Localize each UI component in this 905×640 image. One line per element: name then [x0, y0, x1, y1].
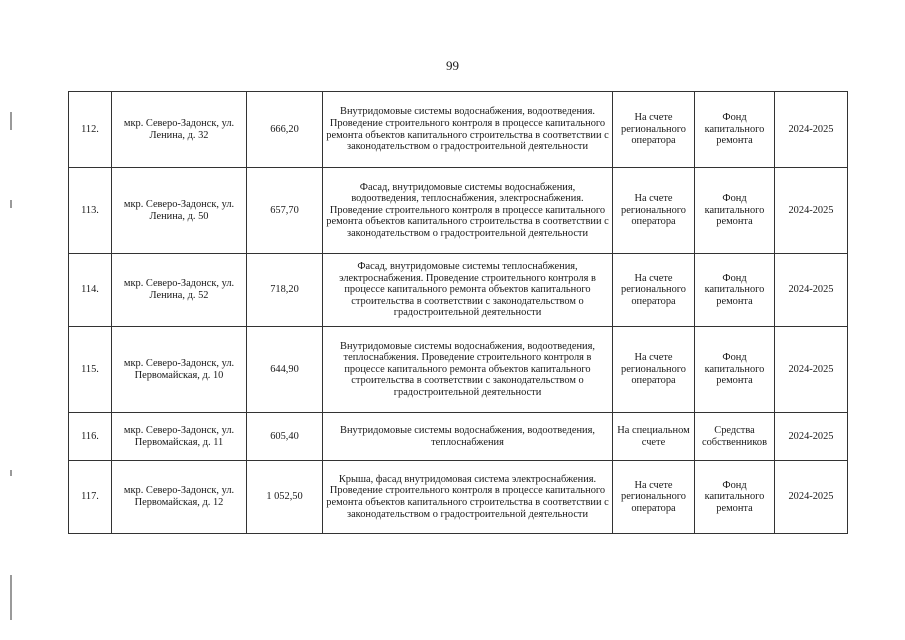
row-number: 114. — [69, 254, 112, 327]
value-cell: 644,90 — [247, 327, 323, 413]
source-cell: Фонд капитального ремонта — [695, 168, 775, 254]
value-cell: 718,20 — [247, 254, 323, 327]
address-cell: мкр. Северо-Задонск, ул. Первомайская, д. 11 — [112, 413, 247, 461]
method-cell: На счете регионального оператора — [613, 254, 695, 327]
source-cell: Фонд капитального ремонта — [695, 254, 775, 327]
table-row — [69, 327, 848, 413]
period-cell: 2024-2025 — [775, 461, 848, 534]
address-cell: мкр. Северо-Задонск, ул. Ленина, д. 50 — [112, 168, 247, 254]
row-number: 116. — [69, 413, 112, 461]
table-row — [69, 168, 848, 254]
left-margin-mark — [10, 200, 12, 208]
table-row — [69, 92, 848, 168]
page-number: 99 — [446, 58, 459, 73]
method-cell: На счете регионального оператора — [613, 168, 695, 254]
repair-schedule-table — [68, 91, 848, 534]
table-row — [69, 461, 848, 534]
method-cell: На счете регионального оператора — [613, 92, 695, 168]
address-cell: мкр. Северо-Задонск, ул. Ленина, д. 52 — [112, 254, 247, 327]
left-margin-mark — [10, 575, 12, 620]
address-cell: мкр. Северо-Задонск, ул. Ленина, д. 32 — [112, 92, 247, 168]
row-number: 112. — [69, 92, 112, 168]
source-cell: Средства собственников — [695, 413, 775, 461]
source-cell: Фонд капитального ремонта — [695, 461, 775, 534]
period-cell: 2024-2025 — [775, 413, 848, 461]
works-cell: Внутридомовые системы водоснабжения, водоотведения, теплоснабжения — [323, 413, 613, 461]
method-cell: На счете регионального оператора — [613, 327, 695, 413]
works-cell: Внутридомовые системы водоснабжения, водоотведения, теплоснабжения. Проведение строительного контроля в процессе капитального ремонта объектов капитального строительства в соответствии с законодательством о градостроительной деятельности — [323, 327, 613, 413]
period-cell: 2024-2025 — [775, 168, 848, 254]
period-cell: 2024-2025 — [775, 327, 848, 413]
method-cell: На специальном счете — [613, 413, 695, 461]
method-cell: На счете регионального оператора — [613, 461, 695, 534]
period-cell: 2024-2025 — [775, 254, 848, 327]
works-cell: Фасад, внутридомовые системы теплоснабжения, электроснабжения. Проведение строительного контроля в процессе капитального ремонта объектов капитального строительства в соответствии с законодательством о градостроительной деятельности — [323, 254, 613, 327]
period-cell: 2024-2025 — [775, 92, 848, 168]
table-row — [69, 413, 848, 461]
source-cell: Фонд капитального ремонта — [695, 92, 775, 168]
row-number: 113. — [69, 168, 112, 254]
value-cell: 605,40 — [247, 413, 323, 461]
works-cell: Внутридомовые системы водоснабжения, водоотведения. Проведение строительного контроля в процессе капитального ремонта объектов капитального строительства в соответствии с законодательством о градостроительной деятельности — [323, 92, 613, 168]
row-number: 115. — [69, 327, 112, 413]
row-number: 117. — [69, 461, 112, 534]
address-cell: мкр. Северо-Задонск, ул. Первомайская, д. 10 — [112, 327, 247, 413]
works-cell: Фасад, внутридомовые системы водоснабжения, водоотведения, теплоснабжения, электроснабжения. Проведение строительного контроля в процессе капитального ремонта объектов капитального строительства в соответствии с законодательством о градостроительной деятельности — [323, 168, 613, 254]
source-cell: Фонд капитального ремонта — [695, 327, 775, 413]
value-cell: 666,20 — [247, 92, 323, 168]
value-cell: 1 052,50 — [247, 461, 323, 534]
value-cell: 657,70 — [247, 168, 323, 254]
left-margin-mark — [10, 470, 12, 476]
table-row — [69, 254, 848, 327]
works-cell: Крыша, фасад внутридомовая система электроснабжения. Проведение строительного контроля в процессе капитального ремонта объектов капитального строительства в соответствии с законодательством о градостроительной деятельности — [323, 461, 613, 534]
address-cell: мкр. Северо-Задонск, ул. Первомайская, д. 12 — [112, 461, 247, 534]
left-margin-mark — [10, 112, 12, 130]
